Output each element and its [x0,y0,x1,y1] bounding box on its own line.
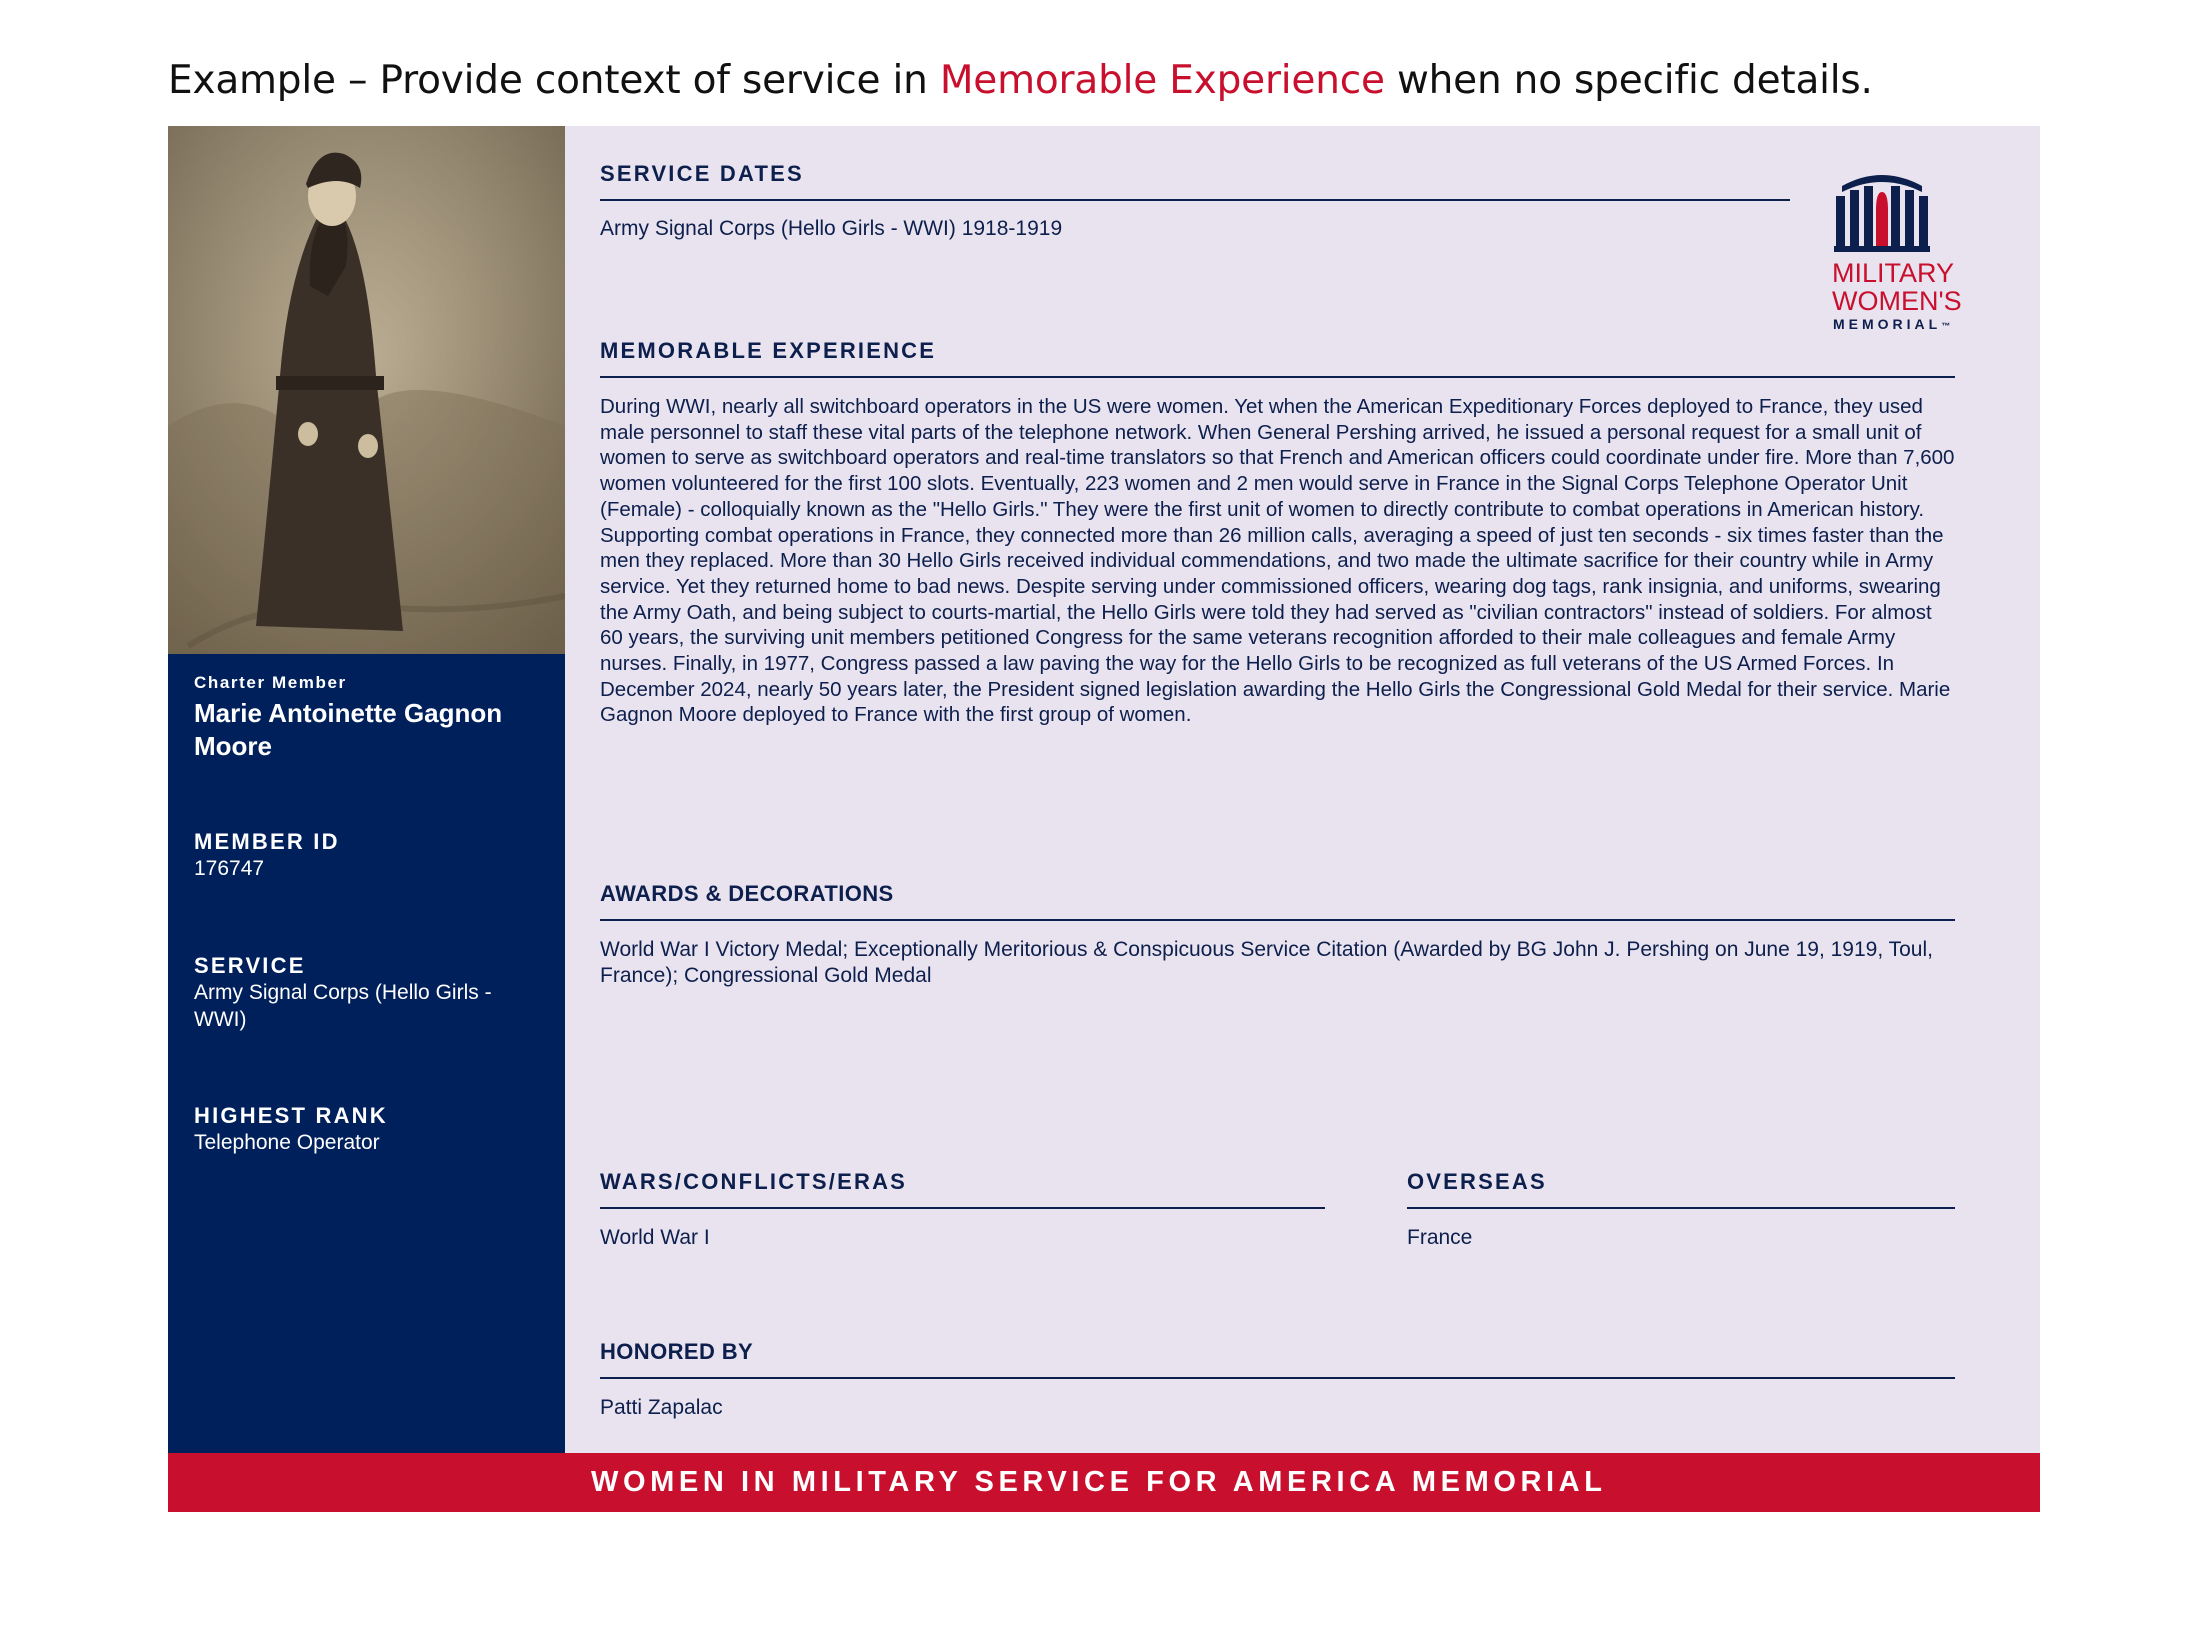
page-heading [168,58,1873,103]
footer-text: WOMEN IN MILITARY SERVICE FOR AMERICA MEMORIAL [591,1466,1607,1498]
overseas-value: France [1407,1226,1473,1249]
details-panel [565,126,2040,1453]
logo-trademark: ™ [1941,321,1951,331]
service-dates-divider [600,199,1790,201]
member-id-value: 176747 [194,857,265,880]
service-value: Army Signal Corps (Hello Girls - WWI) [194,981,492,1031]
awards-divider [600,919,1955,921]
honoree-photo [168,126,565,654]
memorial-arch-icon [1834,166,1930,252]
logo-text-memorial [1833,316,1950,332]
highest-rank-value: Telephone Operator [194,1131,380,1154]
overseas-divider [1407,1207,1955,1209]
member-name: Marie Antoinette Gagnon Moore [194,698,503,761]
memorable-experience-divider [600,376,1955,378]
wars-conflicts-label: WARS/CONFLICTS/ERAS [600,1169,908,1194]
wars-conflicts-value: World War I [600,1226,710,1249]
memorable-experience-text: During WWI, nearly all switchboard operators in the US were women. Yet when the American Expeditionary Forces deployed to France, they used male personnel to staff these vital parts of the telephone network. When General Pershing arrived, he issued a personal request for a small unit of women to serve as switchboard operators and real-time translators so that French and American officers could coordinate under fire. More than 7,600 women volunteered for the first 100 slots. Eventually, 223 women and 2 men would serve in France in the Signal Corps Telephone Operator Unit (Female) - colloquially known as the "Hello Girls." They were the first unit of women to directly contribute to combat operations in American history. Supporting combat operations in France, they connected more than 26 million calls, averaging a speed of just ten seconds - six times faster than the men they replaced. More than 30 Hello Girls received individual commendations, and two made the ultimate sacrifice for their country while in Army service. Yet they returned home to bad news. Despite serving under commissioned officers, wearing dog tags, rank insignia, and uniforms, swearing the Army Oath, and being subject to courts-martial, the Hello Girls were told they had served as "civilian contractors" instead of soldiers. For almost 60 years, the surviving unit members petitioned Congress for the same veterans recognition afforded to their male colleagues and female Army nurses. Finally, in 1977, Congress passed a law paving the way for the Hello Girls to be recognized as full veterans of the US Armed Forces. In December 2024, nearly 50 years later, the President signed legislation awarding the Hello Girls the Congressional Gold Medal for their service. Marie Gagnon Moore deployed to France with the first group of women. [600,395,1955,727]
charter-member-label: Charter Member [194,673,347,692]
logo-text-womens: WOMEN'S [1832,286,1962,316]
member-id-label: MEMBER ID [194,829,340,854]
wars-conflicts-divider [600,1207,1325,1209]
service-dates-value: Army Signal Corps (Hello Girls - WWI) 1918-1919 [600,217,1063,240]
sidebar-panel [168,126,565,1453]
service-label: SERVICE [194,953,306,978]
highest-rank-label: HIGHEST RANK [194,1103,388,1128]
awards-value: World War I Victory Medal; Exceptionally Meritorious & Conspicuous Service Citation (Awarded by BG John J. Pershing on June 19, 1919, Toul, France); Congressional Gold Medal [600,938,1933,987]
military-womens-memorial-logo [1832,166,1992,336]
heading-text-start: Example – Provide context of service in [168,58,940,103]
heading-text-end: when no specific details. [1384,58,1873,103]
service-dates-label: SERVICE DATES [600,161,804,186]
footer-banner [168,1453,2040,1512]
overseas-label: OVERSEAS [1407,1169,1547,1194]
honoree-card [168,126,2040,1512]
logo-text-military: MILITARY [1832,258,1955,288]
honored-by-value: Patti Zapalac [600,1396,723,1419]
logo-memorial-word: MEMORIAL [1833,316,1942,332]
heading-highlight: Memorable Experience [939,58,1385,103]
honored-by-label: HONORED BY [600,1339,754,1364]
honored-by-divider [600,1377,1955,1379]
awards-label: AWARDS & DECORATIONS [600,881,894,906]
memorable-experience-label: MEMORABLE EXPERIENCE [600,338,937,363]
